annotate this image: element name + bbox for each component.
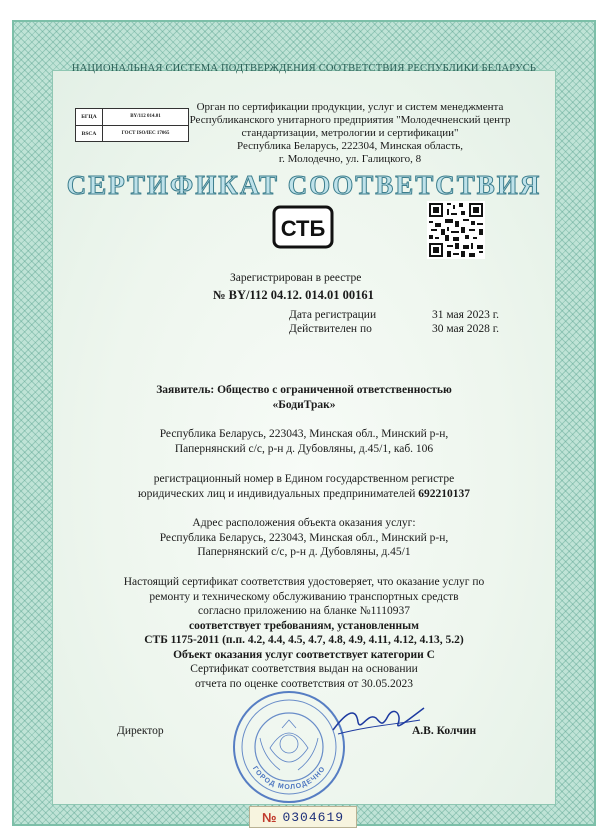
qr-code-icon — [427, 201, 485, 259]
registration-number: № BY/112 04.12. 014.01 00161 — [213, 288, 374, 302]
object-address-line: Республика Беларусь, 223043, Минская обл., Минский р-н, — [159, 531, 449, 544]
system-title: НАЦИОНАЛЬНАЯ СИСТЕМА ПОДТВЕРЖДЕНИЯ СООТВЕТСТВИЯ РЕСПУБЛИКИ БЕЛАРУСЬ — [71, 63, 537, 74]
organ-line: стандартизации, метрологии и сертификации" — [241, 127, 459, 139]
accreditation-box — [75, 108, 189, 142]
object-address — [70, 516, 538, 560]
statement-line: согласно приложению на бланке №1110937 — [198, 605, 410, 617]
object-address-line: Папернянский с/с, р-н д. Дубовляны, д.45/1 — [197, 546, 411, 558]
bsca-code: ГОСТ ISO/IEC 17065 — [121, 131, 170, 136]
standard-reference: СТБ 1175-2011 (п.п. 4.2, 4.4, 4.5, 4.7, 4.8, 4.9, 4.11, 4.12, 4.13, 5.2) — [144, 634, 464, 646]
applicant-address — [70, 427, 538, 456]
applicant-line: Заявитель: Общество с ограниченной ответственностью — [156, 384, 452, 396]
serial-number-box — [249, 806, 357, 828]
address-line: Папернянский с/с, р-н д. Дубовляны, д.45/1, каб. 106 — [174, 442, 434, 455]
seal-text: ГОРОД МОЛОДЕЧНО — [250, 765, 328, 792]
organ-line: Республика Беларусь, 222304, Минская область, — [236, 140, 464, 152]
category-statement: Объект оказания услуг соответствует категории С — [173, 648, 435, 661]
registry-id: 692210137 — [418, 487, 470, 500]
director-label: Директор — [117, 725, 164, 737]
stb-logo-icon — [272, 205, 334, 249]
bsca-abbr: BSCA — [76, 126, 103, 142]
registry-info — [70, 472, 538, 501]
bgca-abbr: БГЦА — [76, 109, 103, 125]
applicant-name — [70, 383, 538, 412]
serial-prefix: № — [261, 809, 277, 825]
registry-line: регистрационный номер в Едином государственном регистре — [153, 473, 455, 485]
registration-date-label: Дата регистрации — [289, 309, 377, 321]
stb-logo-text: СТБ — [280, 216, 326, 241]
statement-line: Настоящий сертификат соответствия удостоверяет, что оказание услуг по — [123, 576, 485, 588]
valid-until-row — [289, 323, 499, 335]
serial-number: 0304619 — [282, 809, 345, 825]
registry-text: юридических лиц и индивидуальных предпринимателей — [138, 487, 416, 500]
registered-label: Зарегистрирован в реестре — [230, 272, 362, 284]
certificate-title: СЕРТИФИКАТ СООТВЕТСТВИЯ — [66, 170, 542, 200]
registry-line — [70, 487, 538, 502]
svg-text:ГОРОД МОЛОДЕЧНО — [251, 765, 327, 791]
statement-line: соответствует требованиям, установленным — [189, 619, 419, 632]
organ-line: г. Молодечно, ул. Галицкого, 8 — [278, 153, 422, 165]
object-address-label: Адрес расположения объекта оказания услуг: — [192, 517, 416, 529]
registration-date-row — [289, 309, 499, 321]
valid-until-label: Действителен по — [289, 323, 372, 335]
applicant-line: «БодиТрак» — [272, 398, 336, 411]
conformity-statement — [70, 575, 538, 691]
statement-line: Сертификат соответствия выдан на основании — [190, 663, 418, 675]
statement-line: ремонту и техническому обслуживанию транспортных средств — [149, 590, 459, 603]
organ-line: Орган по сертификации продукции, услуг и систем менеджмента — [196, 101, 504, 113]
registration-date: 31 мая 2023 г. — [431, 309, 499, 321]
address-line: Республика Беларусь, 223043, Минская обл., Минский р-н, — [159, 428, 449, 440]
statement-line: отчета по оценке соответствия от 30.05.2023 — [194, 677, 414, 690]
certification-body — [180, 101, 520, 166]
organ-line: Республиканского унитарного предприятия "Молодечненский центр — [189, 114, 511, 126]
bgca-code: BY/112 014.01 — [130, 114, 161, 119]
valid-until-date: 30 мая 2028 г. — [431, 323, 499, 335]
signer-name: А.В. Колчин — [412, 725, 477, 737]
